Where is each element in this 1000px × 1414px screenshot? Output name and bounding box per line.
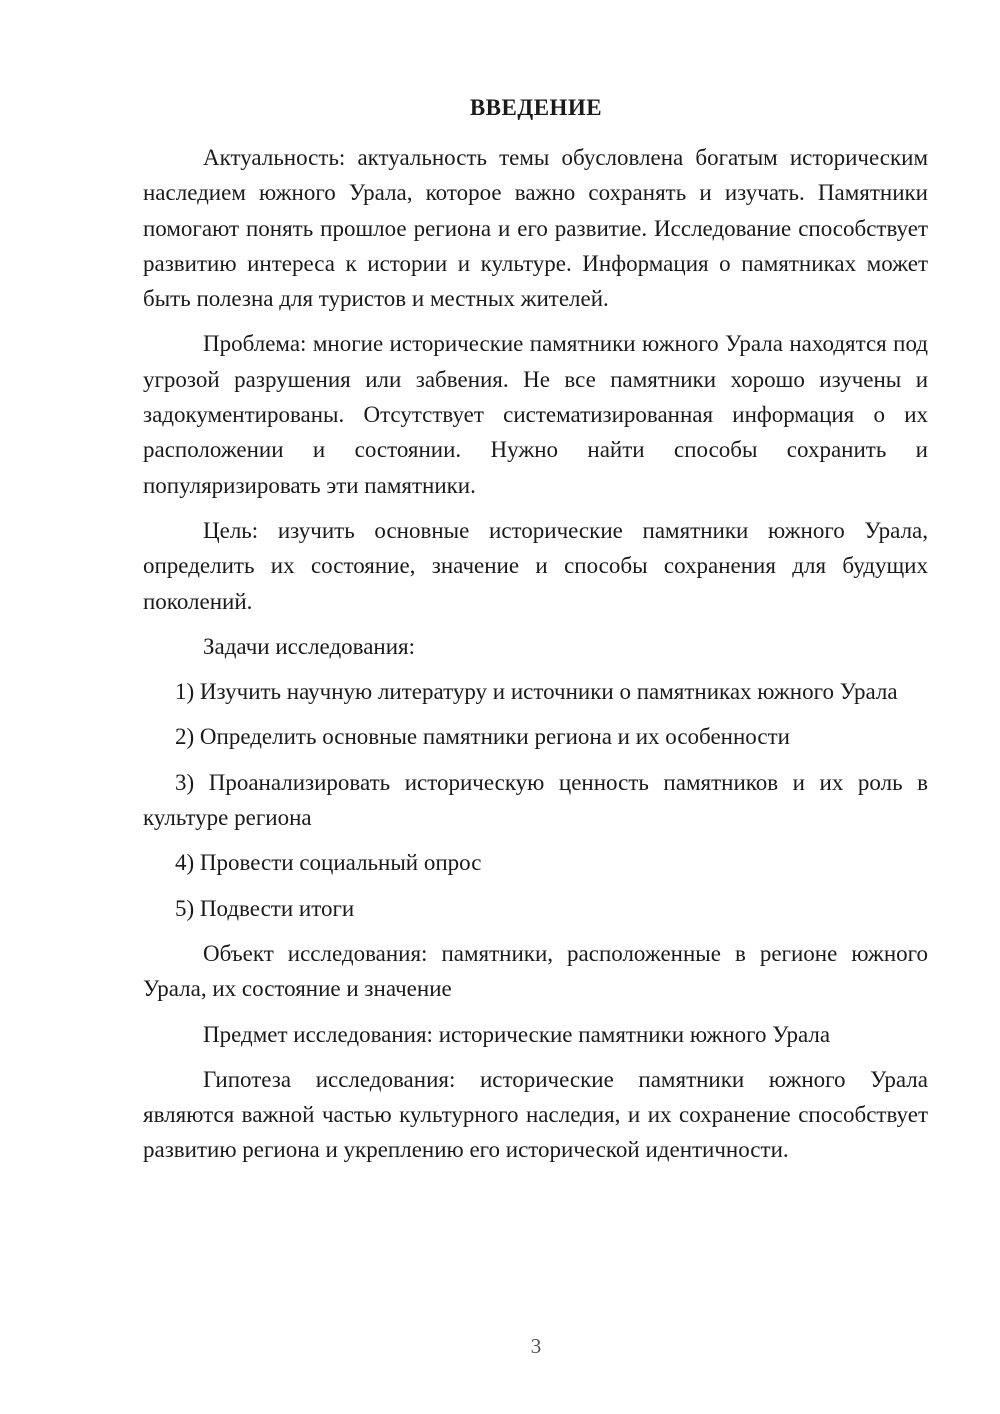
list-item-task-3: 3) Проанализировать историческую ценность памятников и их роль в культуре региона — [143, 769, 928, 831]
tasks-heading: Задачи исследования: — [203, 633, 416, 659]
paragraph-object: Объект исследования: памятники, расположенные в регионе южного Урала, их состояние и значение — [143, 940, 928, 1002]
document-body — [143, 140, 928, 1178]
paragraph-hypothesis: Гипотеза исследования: исторические памятники южного Урала являются важной частью культурного наследия, и их сохранение способствует развитию региона и укреплению его исторической идентичности. — [143, 1066, 928, 1163]
paragraph-problem: Проблема: многие исторические памятники южного Урала находятся под угрозой разрушения или забвения. Не все памятники хорошо изучены и задокументированы. Отсутствует систематизированная информация о их расположении и состоянии. Нужно найти способы сохранить и популяризировать эти памятники. — [143, 331, 928, 498]
list-item-task-4: 4) Провести социальный опрос — [175, 850, 482, 876]
page-title: ВВЕДЕНИЕ — [469, 95, 603, 120]
page-number: 3 — [530, 1334, 542, 1358]
list-item-task-1: 1) Изучить научную литературу и источники о памятниках южного Урала — [175, 679, 898, 705]
paragraph-relevance: Актуальность: актуальность темы обусловлена богатым историческим наследием южного Урала, которое важно сохранять и изучать. Памятники помогают понять прошлое региона и его развитие. Исследование способствует развитию интереса к истории и культуре. Информация о памятниках может быть полезна для туристов и местных жителей. — [143, 145, 928, 312]
list-item-task-2: 2) Определить основные памятники региона и их особенности — [175, 724, 790, 750]
paragraph-subject: Предмет исследования: исторические памятники южного Урала — [203, 1021, 831, 1047]
paragraph-goal: Цель: изучить основные исторические памятники южного Урала, определить их состояние, значение и способы сохранения для будущих поколений. — [143, 517, 928, 614]
list-item-task-5: 5) Подвести итоги — [175, 895, 355, 921]
